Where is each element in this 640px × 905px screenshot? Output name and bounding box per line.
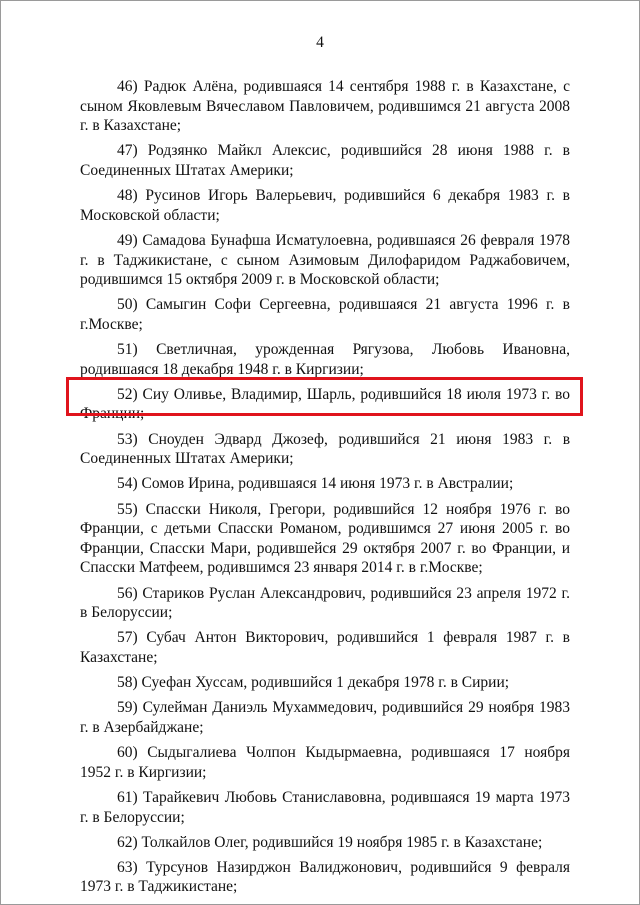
entry-text: Спасски Николя, Грегори, родившийся 12 ноября 1976 г. во Франции, с детьми Спасски Романом, родившимся 27 июня 2005 г. во Франции, Спасски Мари, родившейся 29 октября 2007 г. во Франции, и Спасски Матфеем, родившимся 23 января 2014 г. в г.Москве; [80, 500, 570, 577]
list-item [80, 77, 570, 136]
entry-text: Суефан Хуссам, родившийся 1 декабря 1978 г. в Сирии; [141, 674, 510, 692]
entry-number: 60) [117, 744, 138, 762]
entry-number: 54) [117, 475, 138, 493]
entry-text: Сыдыгалиева Чолпон Кыдырмаевна, родившаяся 17 ноября 1952 г. в Киргизии; [80, 744, 570, 781]
list-item [80, 500, 570, 578]
entry-text: Самадова Бунафша Исматулоевна, родившаяся 26 февраля 1978 г. в Таджикистане, с сыном Азимовым Дилофаридом Раджабовичем, родившимся 15 октября 2009 г. в Московской области; [80, 231, 571, 289]
entry-number: 57) [117, 629, 138, 647]
entry-number: 47) [117, 142, 138, 160]
list-item [80, 673, 570, 693]
list-item [80, 186, 570, 225]
list-item [80, 474, 570, 494]
entry-text: Субач Антон Викторович, родившийся 1 февраля 1987 г. в Казахстане; [80, 629, 571, 666]
entry-number: 48) [117, 187, 138, 205]
entry-number: 52) [117, 385, 138, 403]
list-item [80, 788, 570, 827]
entry-text: Толкайлов Олег, родившийся 19 ноября 1985 г. в Казахстане; [141, 833, 543, 851]
list-item [80, 584, 570, 623]
entry-number: 46) [117, 78, 138, 95]
entry-number: 50) [117, 296, 138, 314]
entry-number: 59) [117, 699, 138, 717]
entry-list [80, 77, 570, 903]
entry-text: Русинов Игорь Валерьевич, родившийся 6 декабря 1983 г. в Московской области; [80, 187, 570, 224]
list-item [80, 231, 570, 290]
entry-number: 51) [117, 341, 138, 359]
entry-text: Стариков Руслан Александрович, родившийся 23 апреля 1972 г. в Белоруссии; [80, 584, 570, 622]
entry-text: Радюк Алёна, родившаяся 14 сентября 1988 г. в Казахстане, с сыном Яковлевым Вячеславом Павловичем, родившимся 21 августа 2008 г. в Казахстане; [80, 78, 571, 135]
highlighted-list-item [80, 430, 570, 469]
highlight-box [66, 377, 583, 416]
entry-number: 62) [117, 833, 138, 851]
list-item [80, 698, 570, 737]
entry-text: Сомов Ирина, родившаяся 14 июня 1973 г. в Австралии; [141, 475, 514, 493]
entry-text: Сиу Оливье, Владимир, Шарль, родившийся 18 июля 1973 г. во Франции; [80, 385, 570, 423]
entry-number: 55) [117, 500, 138, 518]
entry-number: 49) [117, 231, 138, 249]
list-item [80, 141, 570, 180]
entry-number: 56) [117, 584, 138, 602]
entry-number: 58) [117, 674, 138, 692]
list-item [80, 295, 570, 334]
entry-text: Родзянко Майкл Алексис, родившийся 28 июня 1988 г. в Соединенных Штатах Америки; [80, 142, 571, 179]
entry-text: Светличная, урожденная Рягузова, Любовь Ивановна, родившаяся 18 декабря 1948 г. в Киргизии; [80, 341, 570, 378]
entry-text: Самыгин Софи Сергеевна, родившаяся 21 августа 1996 г. в г.Москве; [80, 296, 570, 333]
page-number: 4 [316, 34, 324, 51]
entry-number: 61) [117, 788, 138, 806]
entry-number: 63) [117, 858, 138, 876]
list-item [80, 858, 570, 897]
entry-text: Тарайкевич Любовь Станиславовна, родившаяся 19 марта 1973 г. в Белоруссии; [80, 788, 570, 826]
list-item [80, 743, 570, 782]
list-item [80, 340, 570, 379]
list-item [80, 628, 570, 667]
list-item [80, 833, 570, 853]
entry-number: 53) [117, 430, 138, 448]
entry-text: Турсунов Назирджон Валиджонович, родившийся 9 февраля 1973 г. в Таджикистане; [80, 858, 570, 896]
entry-text: Сноуден Эдвард Джозеф, родившийся 21 июня 1983 г. в Соединенных Штатах Америки; [80, 430, 571, 468]
entry-text: Сулейман Даниэль Мухаммедович, родившийся 29 ноября 1983 г. в Азербайджане; [80, 699, 571, 736]
